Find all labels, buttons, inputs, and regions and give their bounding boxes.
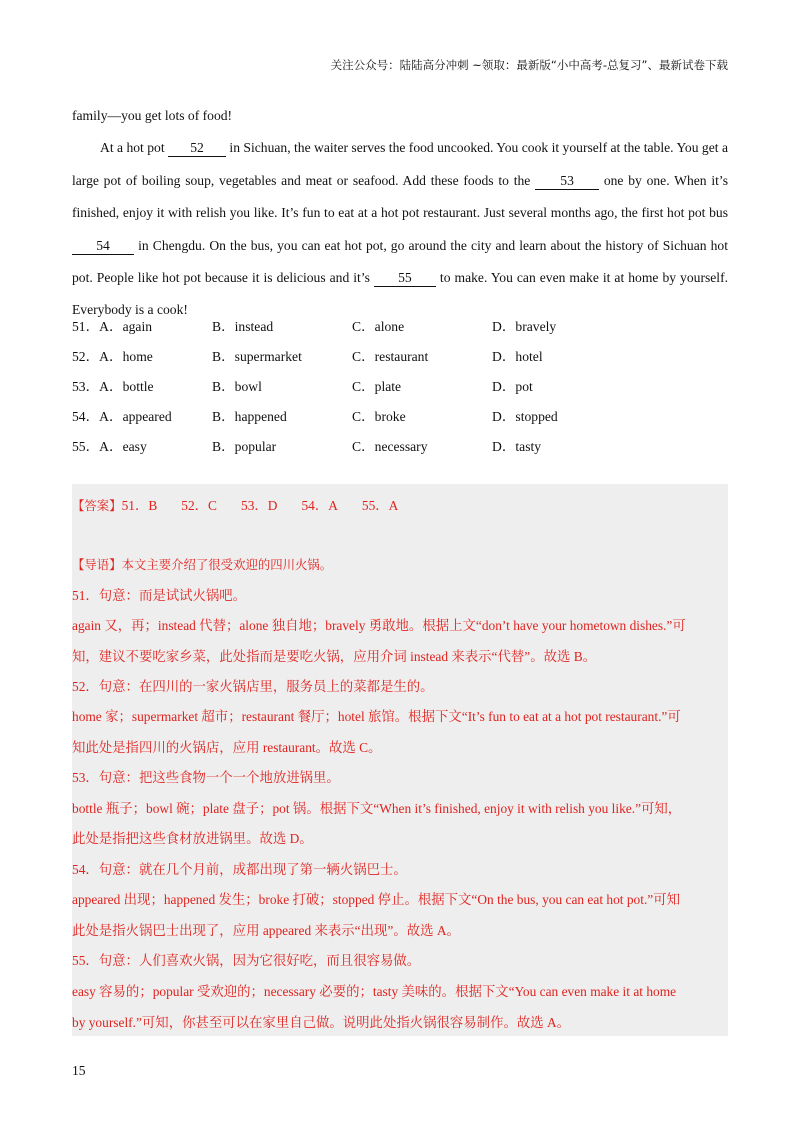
explanation-line: easy 容易的；popular 受欢迎的；necessary 必要的；tasty 美味的。根据下文“You can even make it at home bbox=[72, 984, 677, 999]
explanation-line: 52．句意：在四川的一家火锅店里，服务员上的菜都是生的。 bbox=[72, 679, 434, 694]
explanation-line: home 家；supermarket 超市；restaurant 餐厅；hotel 旅馆。根据下文“It’s fun to eat at a hot pot restaurant.”可 bbox=[72, 709, 681, 724]
option-a: 53．A．bottle bbox=[72, 379, 154, 394]
passage-text: in Chengdu. On the bus, you can eat hot pot, go around the city and learn about the history of Sichuan hot pot. People like hot pot because it is delicious and it’s bbox=[72, 237, 728, 286]
answer-item: 54．A bbox=[301, 498, 338, 513]
answer-item: 52．C bbox=[181, 498, 217, 513]
passage-text: in Sichuan, the waiter serves the food uncooked. You cook it yourself at the table. You get a large pot of boiling soup, vegetables and meat or seafood. Add these foods to the bbox=[72, 140, 728, 188]
guide-text: 本文主要介绍了很受欢迎的四川火锅。 bbox=[121, 557, 333, 572]
option-row-52 bbox=[72, 342, 728, 372]
explanation-line: 此处是指火锅巴士出现了，应用 appeared 来表示“出现”。故选 A。 bbox=[72, 923, 460, 938]
reading-passage bbox=[72, 100, 728, 327]
option-b: B．happened bbox=[212, 409, 287, 424]
explanation-line: 53．句意：把这些食物一个一个地放进锅里。 bbox=[72, 770, 340, 785]
option-a: 51．A．again bbox=[72, 319, 153, 334]
blank-53: 53 bbox=[535, 173, 599, 190]
option-a: 52．A．home bbox=[72, 349, 153, 364]
explanation-line: 54．句意：就在几个月前，成都出现了第一辆火锅巴士。 bbox=[72, 862, 407, 877]
header-note: 关注公众号：陆陆高分冲刺 ~领取：最新版“小中高考-总复习”、最新试卷下载 bbox=[330, 58, 728, 72]
explanation-line: by yourself.”可知，你甚至可以在家里自己做。说明此处指火锅很容易制作。故选 A。 bbox=[72, 1015, 571, 1030]
option-c: C．broke bbox=[352, 409, 406, 424]
explanation-line: 知此处是指四川的火锅店，应用 restaurant。故选 C。 bbox=[72, 740, 382, 755]
blank-55: 55 bbox=[374, 270, 436, 287]
option-a: 55．A．easy bbox=[72, 439, 147, 454]
option-d: D．hotel bbox=[492, 349, 543, 364]
blank-52: 52 bbox=[168, 140, 226, 157]
option-c: C．plate bbox=[352, 379, 402, 394]
option-a: 54．A．appeared bbox=[72, 409, 172, 424]
explanation-line: 55．句意：人们喜欢火锅，因为它很好吃，而且很容易做。 bbox=[72, 953, 421, 968]
option-row-55 bbox=[72, 432, 728, 462]
option-b: B．bowl bbox=[212, 379, 262, 394]
option-d: D．tasty bbox=[492, 439, 542, 454]
option-row-51 bbox=[72, 312, 728, 342]
explanation-line: 此处是指把这些食材放进锅里。故选 D。 bbox=[72, 831, 313, 846]
guide-label: 【导语】 bbox=[72, 557, 122, 572]
option-c: C．alone bbox=[352, 319, 405, 334]
passage-text: to make. You can even make it at home by yourself. Everybody is a cook! bbox=[72, 270, 728, 318]
answer-item: 53．D bbox=[241, 498, 278, 513]
blank-54: 54 bbox=[72, 238, 134, 255]
option-b: B．popular bbox=[212, 439, 277, 454]
option-d: D．pot bbox=[492, 379, 533, 394]
passage-text: At a hot pot bbox=[100, 140, 169, 156]
option-d: D．bravely bbox=[492, 319, 557, 334]
answer-item: 51．B bbox=[121, 498, 158, 513]
option-row-54 bbox=[72, 402, 728, 432]
passage-line-first: family—you get lots of food! bbox=[72, 108, 233, 123]
explanation-line: again 又，再；instead 代替；alone 独自地；bravely 勇敢地。根据上文“don’t have your hometown dishes.”可 bbox=[72, 618, 686, 633]
explanation-line: bottle 瓶子；bowl 碗；plate 盘子；pot 锅。根据下文“When it’s finished, enjoy it with relish you like.”可知， bbox=[72, 801, 682, 816]
option-c: C．restaurant bbox=[352, 349, 429, 364]
answer-label: 【答案】 bbox=[72, 498, 122, 513]
explanation-line: appeared 出现；happened 发生；broke 打破；stopped 停止。根据下文“On the bus, you can eat hot pot.”可知 bbox=[72, 892, 681, 907]
explanation-line: 知，建议不要吃家乡菜，此处指而是要吃火锅，应用介词 instead 来表示“代替”。故选 B。 bbox=[72, 649, 597, 664]
answer-key bbox=[72, 496, 728, 516]
answer-item: 55．A bbox=[361, 498, 399, 513]
answer-options bbox=[72, 312, 728, 462]
passage-text: one by one. When it’s finished, enjoy it with relish you like. It’s fun to eat at a hot pot restaurant. Just several months ago, the first hot pot bus bbox=[72, 172, 728, 221]
guide-line bbox=[72, 555, 728, 575]
explanation-line: 51．句意：而是试试火锅吧。 bbox=[72, 588, 247, 603]
option-b: B．supermarket bbox=[212, 349, 302, 364]
passage-paragraph bbox=[72, 132, 728, 326]
option-c: C．necessary bbox=[352, 439, 428, 454]
page-number: 15 bbox=[72, 1063, 86, 1078]
option-row-53 bbox=[72, 372, 728, 402]
option-b: B．instead bbox=[212, 319, 274, 334]
option-d: D．stopped bbox=[492, 409, 558, 424]
